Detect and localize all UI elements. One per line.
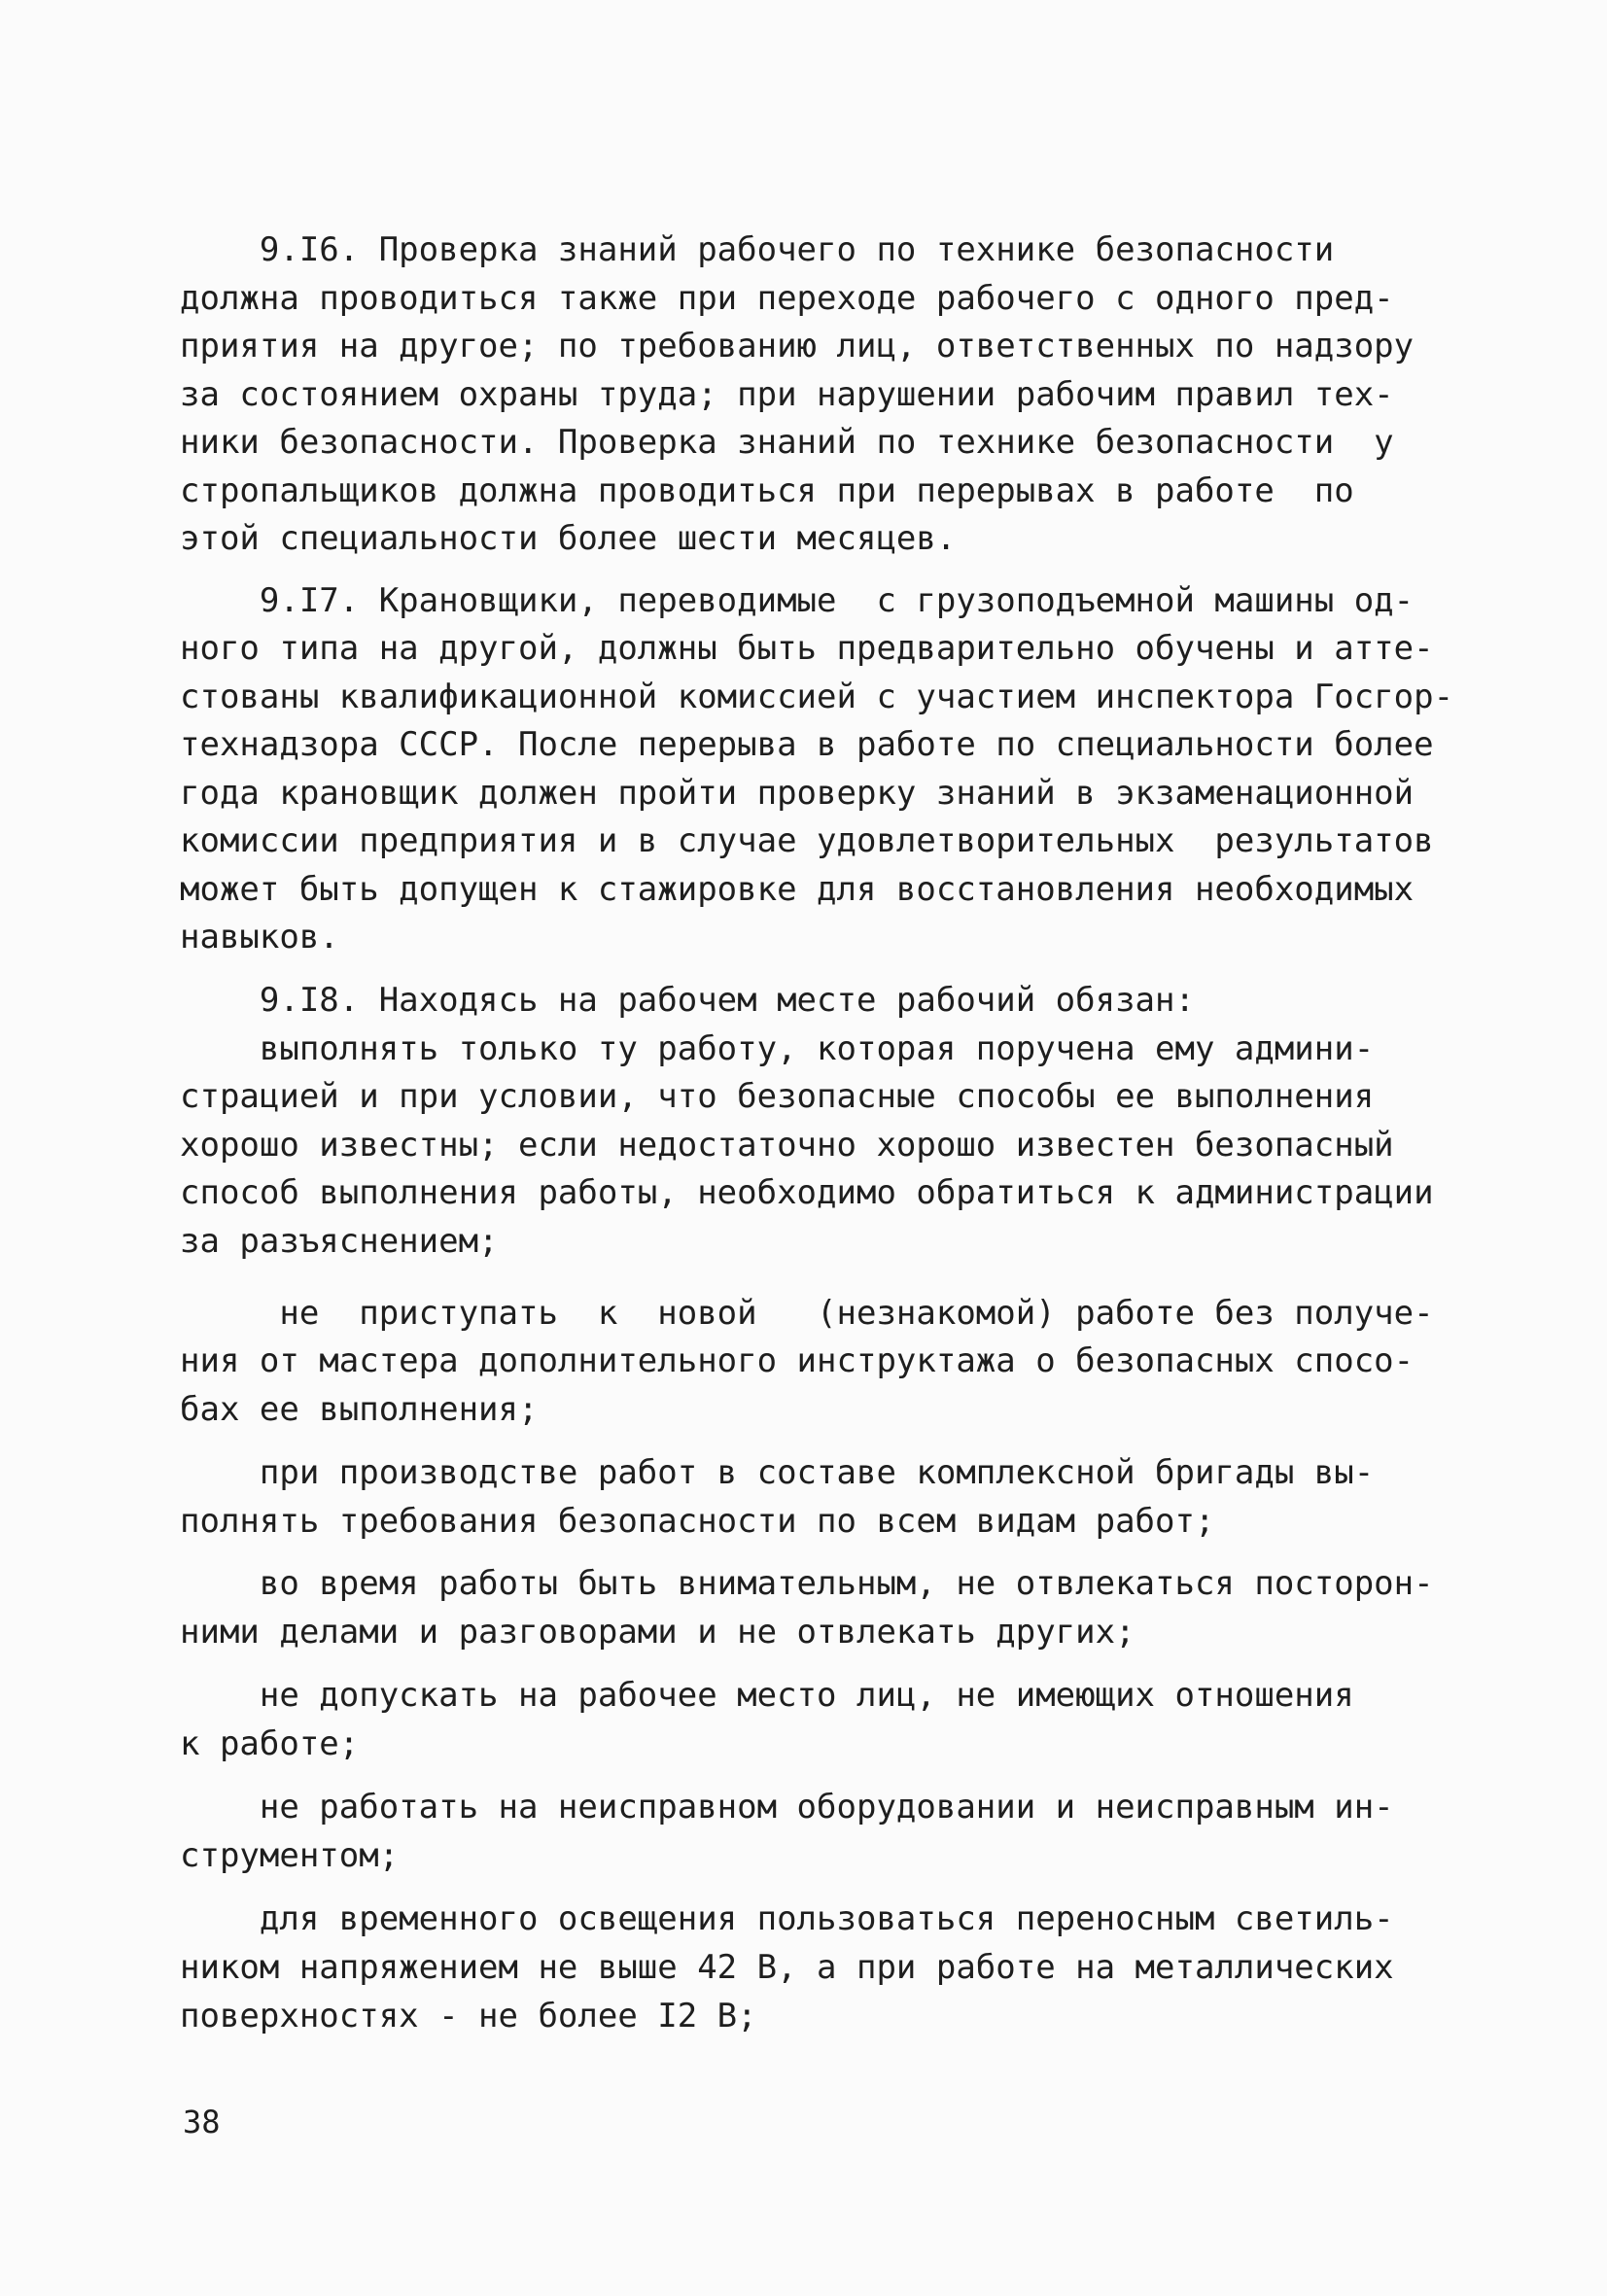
text-line: должна проводиться также при переходе рабочего с одного пред- xyxy=(180,279,1394,318)
text-line: технадзора СССР. После перерыва в работе по специальности более xyxy=(180,725,1434,764)
text-line: может быть допущен к стажировке для восстановления необходимых xyxy=(180,870,1415,909)
page-number: 38 xyxy=(183,2104,221,2140)
text-line: не приступать к новой (незнакомой) работе без получе- xyxy=(180,1294,1434,1333)
text-line: поверхностях - не более I2 В; xyxy=(180,1997,757,2035)
text-line: стованы квалификационной комиссией с участием инспектора Госгор- xyxy=(180,678,1454,716)
text-line: 9.I6. Проверка знаний рабочего по технике безопасности xyxy=(180,230,1335,269)
text-line: для временного освещения пользоваться переносным светиль- xyxy=(180,1899,1394,1938)
text-line: ния от мастера дополнительного инструктажа о безопасных спосо- xyxy=(180,1341,1415,1380)
text-line: выполнять только ту работу, которая поручена ему админи- xyxy=(180,1029,1375,1068)
text-line: во время работы быть внимательным, не отвлекаться посторон- xyxy=(180,1564,1434,1603)
text-line: стропальщиков должна проводиться при перерывах в работе по xyxy=(180,471,1354,510)
text-line: при производстве работ в составе комплексной бригады вы- xyxy=(180,1453,1375,1492)
text-line: способ выполнения работы, необходимо обратиться к администрации xyxy=(180,1173,1434,1212)
text-line: приятия на другое; по требованию лиц, ответственных по надзору xyxy=(180,327,1415,365)
text-line: не работать на неисправном оборудовании и неисправным ин- xyxy=(180,1788,1394,1826)
text-line: навыков. xyxy=(180,918,339,957)
text-line: года крановщик должен пройти проверку знаний в экзаменационной xyxy=(180,774,1415,813)
text-line: хорошо известны; если недостаточно хорошо известен безопасный xyxy=(180,1126,1394,1165)
text-line: за разъяснением; xyxy=(180,1222,499,1261)
text-line: струментом; xyxy=(180,1836,400,1875)
text-line: ного типа на другой, должны быть предварительно обучены и атте- xyxy=(180,629,1434,668)
text-line: не допускать на рабочее место лиц, не имеющих отношения xyxy=(180,1676,1354,1715)
text-line: 9.I8. Находясь на рабочем месте рабочий обязан: xyxy=(180,981,1195,1020)
text-line: этой специальности более шести месяцев. xyxy=(180,519,957,558)
text-line: бах ее выполнения; xyxy=(180,1390,539,1429)
text-line: страцией и при условии, что безопасные способы ее выполнения xyxy=(180,1077,1375,1116)
text-line: комиссии предприятия и в случае удовлетворительных результатов xyxy=(180,821,1434,860)
text-line: 9.I7. Крановщики, переводимые с грузоподъемной машины од- xyxy=(180,581,1415,620)
text-line: за состоянием охраны труда; при нарушении рабочим правил тех- xyxy=(180,375,1394,414)
text-line: к работе; xyxy=(180,1724,360,1763)
text-line: ники безопасности. Проверка знаний по технике безопасности у xyxy=(180,423,1394,462)
text-line: ником напряжением не выше 42 В, а при работе на металлических xyxy=(180,1948,1394,1987)
text-line: полнять требования безопасности по всем видам работ; xyxy=(180,1502,1215,1541)
text-line: ними делами и разговорами и не отвлекать других; xyxy=(180,1613,1135,1652)
